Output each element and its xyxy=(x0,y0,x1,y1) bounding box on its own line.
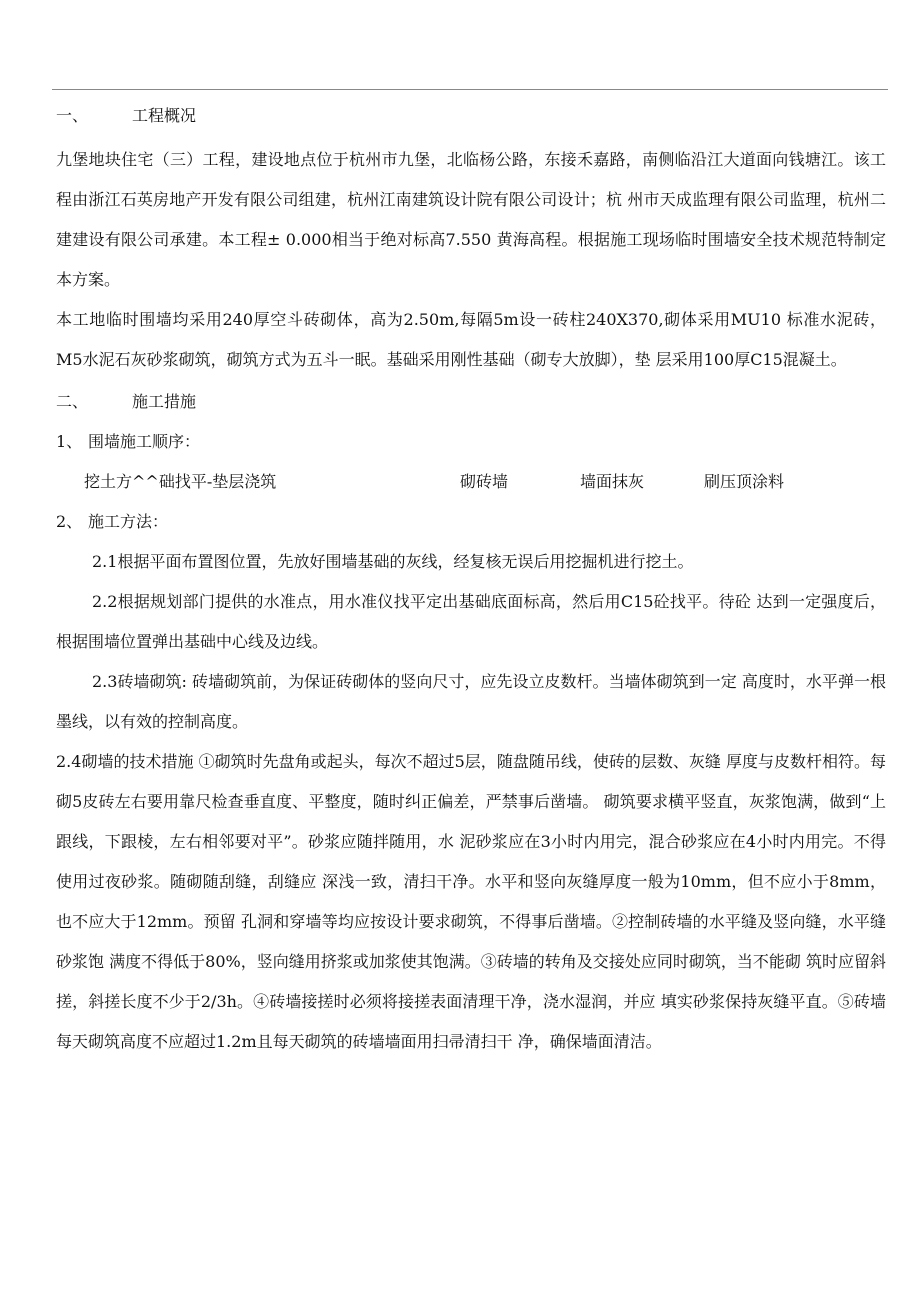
section-title: 工程概况 xyxy=(132,106,197,125)
item-label: 施工方法： xyxy=(88,512,169,531)
section-number: 一、 xyxy=(56,106,89,125)
method-2-2: 2.2根据规划部门提供的水准点，用水准仪找平定出基础底面标高，然后用C15砼找平。待砼 达到一定强度后，根据围墙位置弹出基础中心线及边线。 xyxy=(56,592,886,651)
sequence-step: 墙面抹灰 xyxy=(580,472,645,491)
list-item-method xyxy=(56,502,886,542)
sequence-step: 刷压顶涂料 xyxy=(704,472,785,491)
overview-paragraph: 九堡地块住宅（三）工程，建设地点位于杭州市九堡，北临杨公路，东接禾嘉路，南侧临沿江大道面向钱塘江。该工程由浙江石英房地产开发有限公司组建，杭州江南建筑设计院有限公司设计；杭 州市天成监理有限公司监理，杭州二建建设有限公司承建。本工程± 0.000相当于绝对标高7.550 黄海高程。根据施工现场临时围墙安全技术规范特制定本方案。 xyxy=(56,150,886,289)
document-body xyxy=(56,98,886,1062)
item-number: 1、 xyxy=(56,432,83,451)
method-2-3: 2.3砖墙砌筑: 砖墙砌筑前，为保证砖砌体的竖向尺寸，应先设立皮数杆。当墙体砌筑到一定 高度时，水平弹一根墨线，以有效的控制高度。 xyxy=(56,672,886,731)
item-label: 围墙施工顺序： xyxy=(88,432,201,451)
section-heading-measures xyxy=(56,382,886,422)
section-number: 二、 xyxy=(56,392,89,411)
construction-sequence xyxy=(56,462,886,502)
sequence-step: 挖土方^^础找平-垫层浇筑 xyxy=(84,472,277,491)
wall-spec-paragraph: 本工地临时围墙均采用240厚空斗砖砌体，高为2.50m,每隔5m设一砖柱240X370,砌体采用MU10 标准水泥砖，M5水泥石灰砂浆砌筑，砌筑方式为五斗一眠。基础采用刚性基础（砌专大放脚），垫 层采用100厚C15混凝土。 xyxy=(56,310,886,369)
item-number: 2、 xyxy=(56,512,83,531)
sequence-step: 砌砖墙 xyxy=(460,472,509,491)
section-title: 施工措施 xyxy=(132,392,197,411)
section-heading-overview xyxy=(56,98,886,134)
list-item-sequence xyxy=(56,422,886,462)
header-rule xyxy=(52,89,888,90)
method-2-1: 2.1根据平面布置图位置，先放好围墙基础的灰线，经复核无误后用挖掘机进行挖土。 xyxy=(92,552,694,571)
method-2-4: 2.4砌墙的技术措施 ①砌筑时先盘角或起头，每次不超过5层，随盘随吊线，使砖的层数、灰缝 厚度与皮数杆相符。每砌5皮砖左右要用靠尺检查垂直度、平整度，随时纠正偏差，严禁事后凿墙。 砌筑要求横平竖直，灰浆饱满，做到“上跟线，下跟棱，左右相邻要对平”。砂浆应随拌随用，水 泥砂浆应在3小时内用完，混合砂浆应在4小时内用完。不得使用过夜砂浆。随砌随刮缝，刮缝应 深浅一致，清扫干净。水平和竖向灰缝厚度一般为10mm，但不应小于8mm，也不应大于12mm。预留 孔洞和穿墙等均应按设计要求砌筑，不得事后凿墙。②控制砖墙的水平缝及竖向缝，水平缝砂浆饱 满度不得低于80%，竖向缝用挤浆或加浆使其饱满。③砖墙的转角及交接处应同时砌筑，当不能砌 筑时应留斜搓，斜搓长度不少于2/3h。④砖墙接搓时必须将接搓表面清理干净，浇水湿润，并应 填实砂浆保持灰缝平直。⑤砖墙每天砌筑高度不应超过1.2m且每天砌筑的砖墙墙面用扫帚清扫干 净，确保墙面清洁。 xyxy=(56,752,886,1051)
